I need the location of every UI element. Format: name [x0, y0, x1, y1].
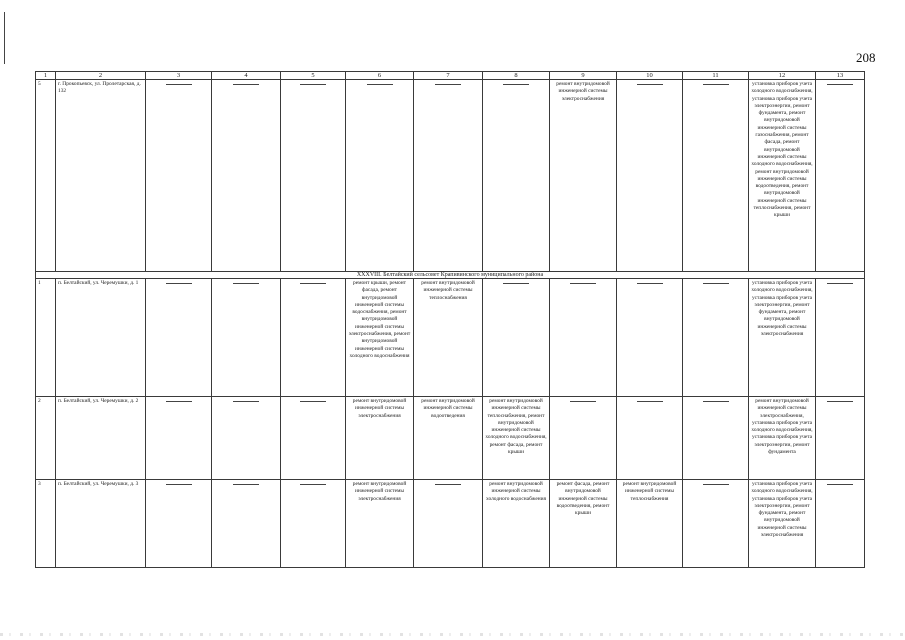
- col-header: 13: [816, 72, 865, 80]
- empty-cell: [683, 397, 749, 480]
- dash-mark: [233, 401, 259, 402]
- dash-mark: [300, 283, 326, 284]
- col-header: 7: [414, 72, 483, 80]
- works-table: [35, 71, 865, 568]
- empty-cell: [146, 480, 212, 568]
- dash-mark: [503, 84, 529, 85]
- empty-cell: [617, 279, 683, 397]
- empty-cell: [683, 80, 749, 272]
- work-cell: ремонт внутридомовой инженерной системы электроснабжения: [550, 80, 617, 272]
- work-cell: ремонт внутридомовой инженерной системы холодного водоснабжения: [483, 480, 550, 568]
- address-cell: п. Белтайский, ул. Черемушки, д. 3: [56, 480, 146, 568]
- scan-edge-line: [4, 12, 5, 64]
- column-numbers-row: [36, 72, 865, 80]
- col-header: 5: [281, 72, 346, 80]
- empty-cell: [281, 279, 346, 397]
- dash-mark: [827, 283, 853, 284]
- empty-cell: [816, 80, 865, 272]
- empty-cell: [212, 279, 281, 397]
- dash-mark: [300, 401, 326, 402]
- dash-mark: [166, 84, 192, 85]
- empty-cell: [281, 480, 346, 568]
- dash-mark: [827, 84, 853, 85]
- empty-cell: [414, 480, 483, 568]
- work-cell: ремонт внутридомовой инженерной системы электроснабжения, установка приборов учета холодного водоснабжения, установка приборов учета электроэнергии, ремонт фундамента: [749, 397, 816, 480]
- dash-mark: [827, 484, 853, 485]
- row-number: 5: [36, 80, 56, 272]
- empty-cell: [683, 279, 749, 397]
- dash-mark: [435, 484, 461, 485]
- empty-cell: [212, 80, 281, 272]
- empty-cell: [550, 397, 617, 480]
- work-cell: ремонт внутридомовой инженерной системы теплоснабжения: [617, 480, 683, 568]
- work-cell: установка приборов учета холодного водоснабжения, установка приборов учета электроэнергии, ремонт фундамента, ремонт внутридомовой инженерной системы электроснабжения: [749, 480, 816, 568]
- dash-mark: [827, 401, 853, 402]
- empty-cell: [212, 480, 281, 568]
- empty-cell: [483, 80, 550, 272]
- work-cell: ремонт внутридомовой инженерной системы электроснабжения: [346, 397, 414, 480]
- empty-cell: [414, 80, 483, 272]
- empty-cell: [816, 279, 865, 397]
- empty-cell: [550, 279, 617, 397]
- work-cell: ремонт фасада, ремонт внутридомовой инженерной системы водоотведения, ремонт крыши: [550, 480, 617, 568]
- col-header: 11: [683, 72, 749, 80]
- dash-mark: [570, 283, 596, 284]
- dash-mark: [637, 283, 663, 284]
- dash-mark: [637, 401, 663, 402]
- col-header: 3: [146, 72, 212, 80]
- empty-cell: [617, 397, 683, 480]
- table-row: [36, 397, 865, 480]
- empty-cell: [146, 80, 212, 272]
- empty-cell: [346, 80, 414, 272]
- address-cell: п. Белтайский, ул. Черемушки, д. 2: [56, 397, 146, 480]
- row-number: 2: [36, 397, 56, 480]
- col-header: 8: [483, 72, 550, 80]
- empty-cell: [146, 279, 212, 397]
- dash-mark: [233, 84, 259, 85]
- table-row: [36, 279, 865, 397]
- dash-mark: [166, 484, 192, 485]
- col-header: 6: [346, 72, 414, 80]
- dash-mark: [435, 84, 461, 85]
- dash-mark: [166, 283, 192, 284]
- empty-cell: [281, 397, 346, 480]
- dash-mark: [570, 401, 596, 402]
- empty-cell: [683, 480, 749, 568]
- col-header: 10: [617, 72, 683, 80]
- dash-mark: [703, 401, 729, 402]
- page-number: 208: [856, 50, 876, 65]
- row-number: 1: [36, 279, 56, 397]
- work-cell: установка приборов учета холодного водоснабжения, установка приборов учета электроэнергии, ремонт фундамента, ремонт внутридомовой инженерной системы электроснабжения: [749, 279, 816, 397]
- empty-cell: [212, 397, 281, 480]
- dash-mark: [233, 484, 259, 485]
- empty-cell: [281, 80, 346, 272]
- empty-cell: [483, 279, 550, 397]
- work-cell: ремонт внутридомовой инженерной системы теплоснабжения: [414, 279, 483, 397]
- dash-mark: [300, 84, 326, 85]
- col-header: 4: [212, 72, 281, 80]
- dash-mark: [703, 484, 729, 485]
- dash-mark: [637, 84, 663, 85]
- address-cell: г. Прокопьевск, ул. Пролетарская, д. 132: [56, 80, 146, 272]
- empty-cell: [617, 80, 683, 272]
- dash-mark: [703, 283, 729, 284]
- work-cell: ремонт крыши, ремонт фасада, ремонт внутридомовой инженерной системы водоснабжения, ремонт внутридомовой инженерной системы электроснабжения, ремонт внутридомовой инженерной системы холодного водоснабжения: [346, 279, 414, 397]
- address-cell: п. Белтайский, ул. Черемушки, д. 1: [56, 279, 146, 397]
- row-number: 3: [36, 480, 56, 568]
- work-cell: ремонт внутридомовой инженерной системы водоотведения: [414, 397, 483, 480]
- table-row: [36, 80, 865, 272]
- dash-mark: [233, 283, 259, 284]
- col-header: 1: [36, 72, 56, 80]
- scan-noise-strip: [0, 633, 905, 636]
- section-title: XXXVIII. Белтайский сельсовет Крапивинского муниципального района: [36, 272, 865, 279]
- dash-mark: [703, 84, 729, 85]
- table-row: [36, 480, 865, 568]
- work-cell: установка приборов учета холодного водоснабжения, установка приборов учета электроэнергии, ремонт фундамента, ремонт внутридомовой инженерной системы газоснабжения, ремонт фасада, ремонт внутридомовой инженерной системы холодного водоснабжения, ремонт внутридомовой инженерной системы водоотведения, ремонт внутридомовой инженерной системы теплоснабжения, ремонт крыши: [749, 80, 816, 272]
- col-header: 12: [749, 72, 816, 80]
- work-cell: ремонт внутридомовой инженерной системы теплоснабжения, ремонт внутридомовой инженерной системы холодного водоснабжения, ремонт фасада, ремонт крыши: [483, 397, 550, 480]
- dash-mark: [503, 283, 529, 284]
- col-header: 9: [550, 72, 617, 80]
- empty-cell: [146, 397, 212, 480]
- empty-cell: [816, 397, 865, 480]
- dash-mark: [300, 484, 326, 485]
- col-header: 2: [56, 72, 146, 80]
- work-cell: ремонт внутридомовой инженерной системы электроснабжения: [346, 480, 414, 568]
- section-title-row: [36, 272, 865, 279]
- dash-mark: [367, 84, 393, 85]
- dash-mark: [166, 401, 192, 402]
- empty-cell: [816, 480, 865, 568]
